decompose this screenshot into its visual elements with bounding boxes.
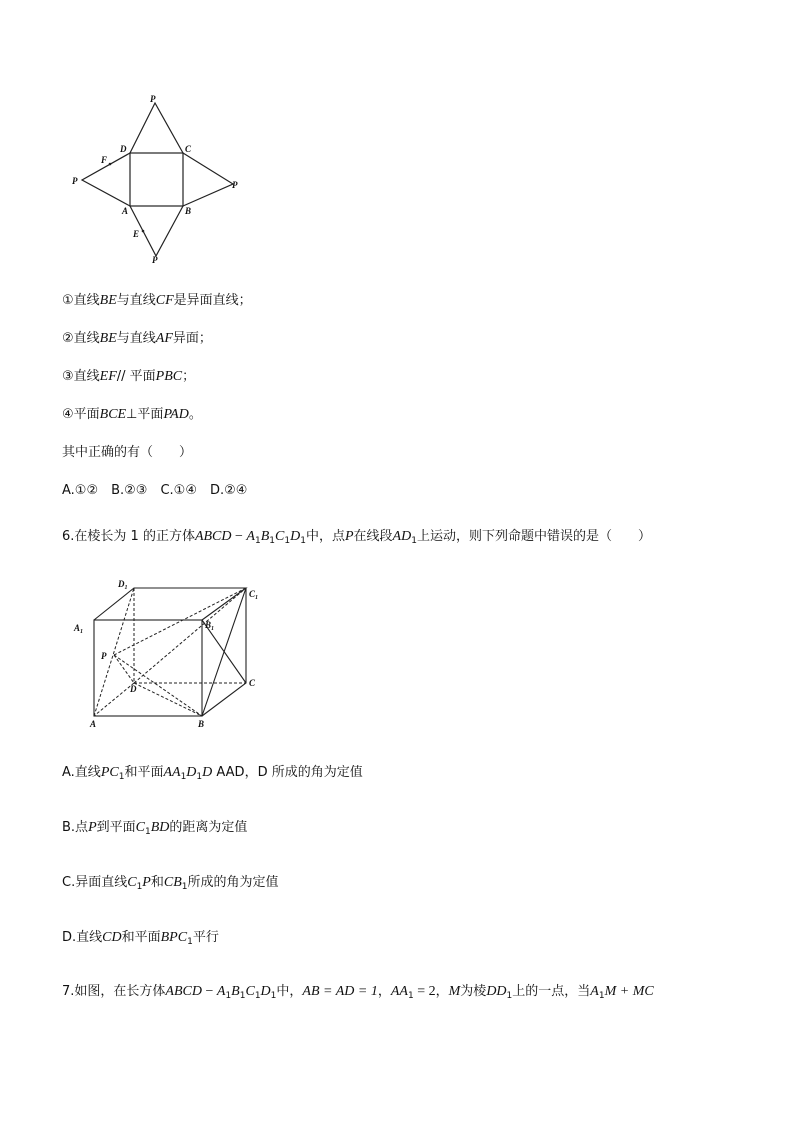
q6-option-a: A.直线$PC_1$和平面$AA_1D_1D$ AAD，D 所成的角为定值 <box>62 765 363 782</box>
pyramid-net-figure <box>60 88 260 273</box>
fig1-label-e: E <box>133 229 140 239</box>
cube-label-d1: $D_1$ <box>118 579 128 591</box>
fig1-label-p-top: P <box>150 94 156 104</box>
fig1-label-p-bottom: P <box>152 255 158 265</box>
q6-stem: 6.在棱长为 1 的正方体ABCD − $A_1B_1C_1D_1$中，点P在线段$AD_1$上运动，则下列命题中错误的是（ ） <box>62 529 651 546</box>
cube-label-b: B <box>198 719 205 729</box>
statement-2: ②直线BE与直线AF异面； <box>62 331 212 346</box>
fig1-label-d: D <box>120 144 127 154</box>
statement-1: ①直线BE与直线CF是异面直线； <box>62 293 252 308</box>
fig1-label-c: C <box>185 144 192 154</box>
statement-4: ④平面BCE⊥平面PAD。 <box>62 407 202 422</box>
cube-label-d: D <box>130 684 137 694</box>
q6-option-b: B.点P到平面$C_1BD$的距离为定值 <box>62 820 248 837</box>
cube-label-c: C <box>249 678 256 688</box>
cube-label-p: P <box>101 651 107 661</box>
fig1-label-a: A <box>122 206 129 216</box>
fig1-label-p-left: P <box>72 176 78 186</box>
cube-label-a: A <box>90 719 97 729</box>
fig1-label-b: B <box>185 206 192 216</box>
q7-stem: 7.如图，在长方体ABCD − $A_1B_1C_1D_1$中，AB = AD = 1，$AA_1 = 2$，M为棱$DD_1$上的一点，当$A_1M$ + MC <box>62 984 654 1001</box>
cube-label-c1: $C_1$ <box>249 589 259 601</box>
q6-option-c: C.异面直线$C_1P$和$CB_1$所成的角为定值 <box>62 875 279 892</box>
answer-options: A.①② B.②③ C.①④ D.②④ <box>62 483 248 498</box>
question-prompt: 其中正确的有（ ） <box>62 445 193 460</box>
cube-label-b1: $B_1$ <box>205 620 215 632</box>
cube-figure <box>70 575 270 730</box>
cube-label-a1: $A_1$ <box>74 623 84 635</box>
fig1-label-p-right: P <box>232 180 238 190</box>
statement-3: ③直线EF// 平面PBC； <box>62 369 196 384</box>
q6-option-d: D.直线CD和平面$BPC_1$平行 <box>62 930 219 947</box>
fig1-label-f: F <box>101 155 108 165</box>
